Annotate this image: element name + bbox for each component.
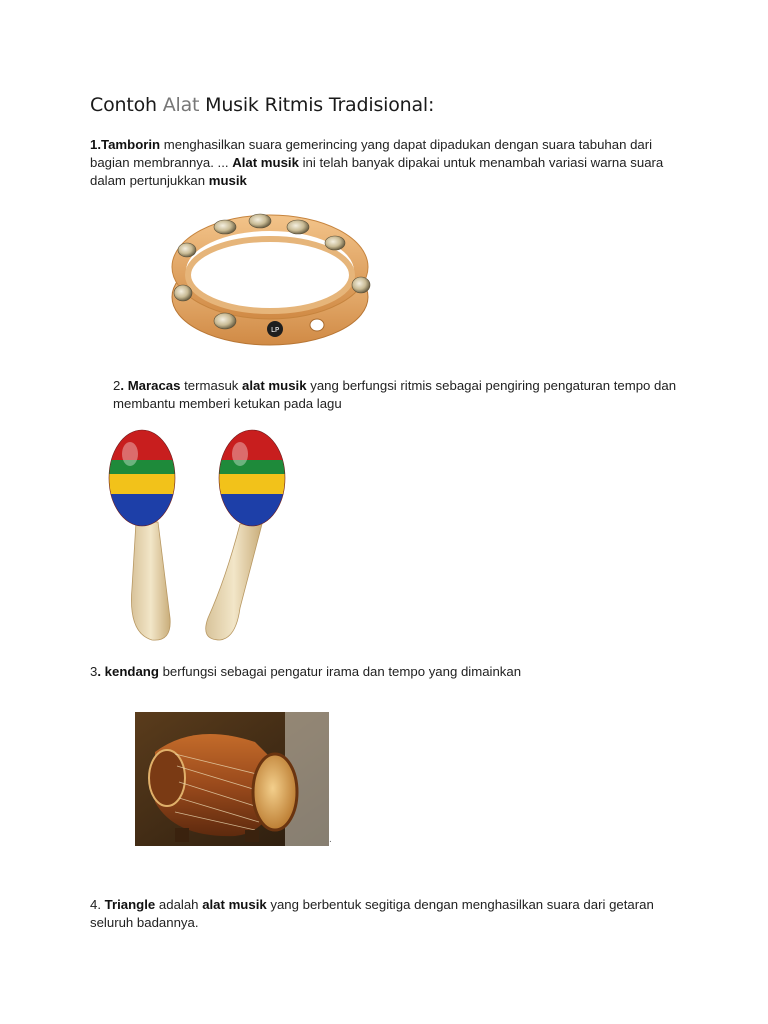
page-title: Contoh Alat Musik Ritmis Tradisional: bbox=[90, 94, 435, 116]
item-maracas-text: 2. Maracas termasuk alat musik yang berfungsi ritmis sebagai pengiring pengaturan tempo dan membantu memberi ketukan pada lagu bbox=[113, 378, 677, 411]
kendang-image bbox=[135, 712, 329, 846]
item-tamborin-text: 1.Tamborin menghasilkan suara gemerincing yang dapat dipadukan dengan suara tabuhan dari bagian membrannya. ... Alat musik ini telah banyak dipakai untuk menambah variasi warna suara dalam pertunjukkan musik bbox=[90, 137, 664, 188]
item-triangle-text: 4. Triangle adalah alat musik yang berbentuk segitiga dengan menghasilkan suara dari getaran seluruh badannya. bbox=[90, 897, 654, 930]
trailing-dot: . bbox=[329, 834, 332, 845]
maracas-image bbox=[100, 428, 300, 648]
item-kendang-text: 3. kendang berfungsi sebagai pengatur irama dan tempo yang dimainkan bbox=[90, 664, 522, 679]
tamborin-image bbox=[165, 205, 380, 355]
tamborin-logo: LP bbox=[270, 326, 280, 334]
